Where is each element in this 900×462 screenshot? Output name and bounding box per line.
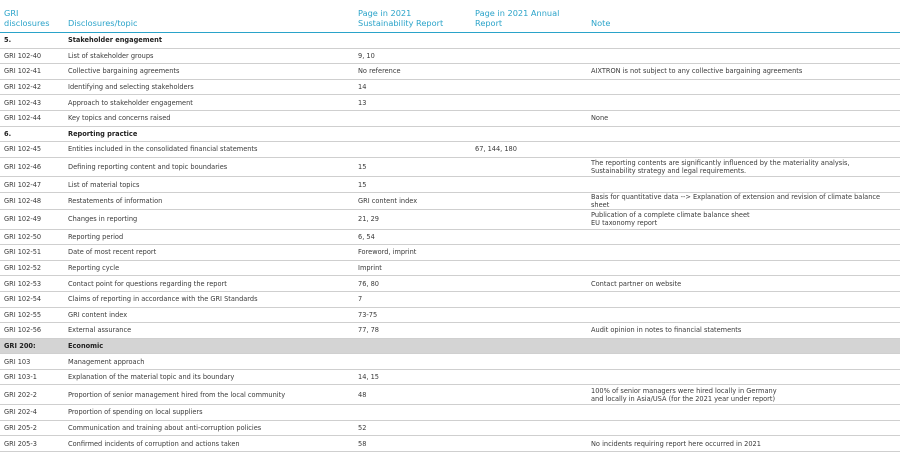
topic-cell: Economic [64, 338, 354, 354]
topic-cell: List of material topics [64, 177, 354, 193]
sustainability-page-cell [354, 126, 471, 142]
table-row [0, 142, 900, 158]
note-cell [587, 338, 900, 354]
table-row [0, 95, 900, 111]
table-row [0, 209, 900, 229]
sustainability-page-cell: 9, 10 [354, 48, 471, 64]
table-row [0, 229, 900, 245]
topic-cell: Stakeholder engagement [64, 33, 354, 49]
gri-code-cell: GRI 205-2 [0, 420, 64, 436]
table-row [0, 354, 900, 370]
table-row [0, 369, 900, 385]
topic-cell: Explanation of the material topic and its boundary [64, 369, 354, 385]
note-cell [587, 48, 900, 64]
topic-cell: Key topics and concerns raised [64, 110, 354, 126]
annual-page-cell [471, 307, 587, 323]
sustainability-page-cell [354, 142, 471, 158]
table-row [0, 157, 900, 177]
note-cell [587, 405, 900, 421]
gri-code-cell: GRI 102-46 [0, 157, 64, 177]
gri-code-cell: GRI 102-43 [0, 95, 64, 111]
gri-code-cell: GRI 202-4 [0, 405, 64, 421]
table-row [0, 177, 900, 193]
table-row [0, 385, 900, 405]
table-row [0, 245, 900, 261]
table-row [0, 307, 900, 323]
gri-code-cell: 6. [0, 126, 64, 142]
note-cell [587, 229, 900, 245]
gri-code-cell: GRI 102-51 [0, 245, 64, 261]
table-row [0, 436, 900, 452]
topic-cell: Restatements of information [64, 192, 354, 209]
note-cell [587, 369, 900, 385]
sustainability-page-cell: 52 [354, 420, 471, 436]
annual-page-cell [471, 405, 587, 421]
sustainability-page-cell: 58 [354, 436, 471, 452]
note-cell [587, 385, 900, 405]
gri-code-cell: GRI 103 [0, 354, 64, 370]
sustainability-page-cell: Imprint [354, 260, 471, 276]
table-row [0, 323, 900, 339]
note-line: Contact partner on website [591, 279, 682, 288]
gri-code-cell: GRI 102-49 [0, 209, 64, 229]
note-cell [587, 33, 900, 49]
gri-code-cell: GRI 102-50 [0, 229, 64, 245]
gri-code-cell: GRI 102-48 [0, 192, 64, 209]
gri-code-cell: GRI 102-54 [0, 291, 64, 307]
gri-code-cell: GRI 102-41 [0, 64, 64, 80]
annual-page-cell [471, 245, 587, 261]
section-row [0, 33, 900, 49]
topic-cell: Claims of reporting in accordance with the GRI Standards [64, 291, 354, 307]
gri-code-cell: GRI 102-47 [0, 177, 64, 193]
sustainability-page-cell [354, 33, 471, 49]
sustainability-page-cell: 7 [354, 291, 471, 307]
sustainability-page-cell: 21, 29 [354, 209, 471, 229]
note-cell [587, 192, 900, 209]
note-cell [587, 209, 900, 229]
topic-cell: Collective bargaining agreements [64, 64, 354, 80]
topic-cell: Confirmed incidents of corruption and actions taken [64, 436, 354, 452]
header-sustainability-report-page: Page in 2021 Sustainability Report [358, 8, 444, 28]
sustainability-page-cell: GRI content index [354, 192, 471, 209]
sustainability-page-cell: 13 [354, 95, 471, 111]
annual-page-cell [471, 229, 587, 245]
sustainability-page-cell: 14, 15 [354, 369, 471, 385]
table-row [0, 79, 900, 95]
annual-page-cell [471, 260, 587, 276]
sustainability-page-cell: 15 [354, 177, 471, 193]
note-line: None [591, 114, 609, 123]
table-row [0, 64, 900, 80]
topic-cell: GRI content index [64, 307, 354, 323]
topic-cell: External assurance [64, 323, 354, 339]
annual-page-cell [471, 192, 587, 209]
section-row [0, 126, 900, 142]
topic-cell: Proportion of spending on local suppliers [64, 405, 354, 421]
sustainability-page-cell: 15 [354, 157, 471, 177]
note-line: and locally in Asia/USA (for the 2021 year under report) [591, 394, 776, 403]
topic-cell: Date of most recent report [64, 245, 354, 261]
gri-code-cell: GRI 102-40 [0, 48, 64, 64]
annual-page-cell [471, 338, 587, 354]
note-line: No incidents requiring report here occurred in 2021 [591, 439, 761, 448]
gri-code-cell: GRI 102-53 [0, 276, 64, 292]
annual-page-cell [471, 369, 587, 385]
note-line: AIXTRON is not subject to any collective bargaining agreements [591, 67, 803, 76]
annual-page-cell [471, 157, 587, 177]
note-cell [587, 323, 900, 339]
note-line: Publication of a complete climate balance sheet [591, 211, 750, 220]
topic-cell: Changes in reporting [64, 209, 354, 229]
gri-code-cell: GRI 102-56 [0, 323, 64, 339]
sustainability-page-cell: 76, 80 [354, 276, 471, 292]
note-line: Audit opinion in notes to financial statements [591, 326, 742, 335]
header-note: Note [591, 18, 611, 28]
topic-cell: Management approach [64, 354, 354, 370]
topic-cell: Proportion of senior management hired from the local community [64, 385, 354, 405]
note-line: The reporting contents are significantly influenced by the materiality analysis, [591, 159, 850, 168]
note-cell [587, 260, 900, 276]
note-cell [587, 291, 900, 307]
table-body [0, 33, 900, 452]
topic-cell: Defining reporting content and topic boundaries [64, 157, 354, 177]
gri-code-cell: GRI 205-3 [0, 436, 64, 452]
topic-cell: Contact point for questions regarding the report [64, 276, 354, 292]
table-row [0, 405, 900, 421]
note-cell [587, 177, 900, 193]
annual-page-cell [471, 110, 587, 126]
annual-page-cell [471, 436, 587, 452]
annual-page-cell [471, 354, 587, 370]
table-row [0, 192, 900, 209]
annual-page-cell [471, 48, 587, 64]
annual-page-cell [471, 177, 587, 193]
gri-code-cell: GRI 102-55 [0, 307, 64, 323]
table-row [0, 110, 900, 126]
note-line: EU taxonomy report [591, 219, 658, 228]
gri-code-cell: GRI 102-45 [0, 142, 64, 158]
sustainability-page-cell: 14 [354, 79, 471, 95]
table-header-row [0, 0, 900, 33]
section-row [0, 338, 900, 354]
annual-page-cell: 67, 144, 180 [471, 142, 587, 158]
sustainability-page-cell: No reference [354, 64, 471, 80]
gri-code-cell: GRI 103-1 [0, 369, 64, 385]
annual-page-cell [471, 126, 587, 142]
header-gri-disclosures: GRI disclosures [4, 8, 50, 28]
gri-code-cell: GRI 102-42 [0, 79, 64, 95]
note-cell [587, 95, 900, 111]
annual-page-cell [471, 323, 587, 339]
topic-cell: Approach to stakeholder engagement [64, 95, 354, 111]
note-cell [587, 436, 900, 452]
gri-code-cell: GRI 200: [0, 338, 64, 354]
annual-page-cell [471, 385, 587, 405]
note-cell [587, 110, 900, 126]
gri-code-cell: GRI 102-52 [0, 260, 64, 276]
gri-code-cell: GRI 202-2 [0, 385, 64, 405]
note-line: 100% of senior managers were hired locally in Germany [591, 386, 777, 395]
note-cell [587, 79, 900, 95]
note-cell [587, 276, 900, 292]
note-cell [587, 142, 900, 158]
table-row [0, 260, 900, 276]
gri-code-cell: GRI 102-44 [0, 110, 64, 126]
annual-page-cell [471, 209, 587, 229]
note-cell [587, 420, 900, 436]
annual-page-cell [471, 79, 587, 95]
sustainability-page-cell: 77, 78 [354, 323, 471, 339]
sustainability-page-cell: 48 [354, 385, 471, 405]
topic-cell: Entities included in the consolidated financial statements [64, 142, 354, 158]
note-line: Sustainability strategy and legal requirements. [591, 167, 747, 176]
topic-cell: Communication and training about anti-corruption policies [64, 420, 354, 436]
header-annual-report-page: Page in 2021 Annual Report [475, 8, 560, 28]
topic-cell: Reporting cycle [64, 260, 354, 276]
topic-cell: Reporting period [64, 229, 354, 245]
sustainability-page-cell: Foreword, imprint [354, 245, 471, 261]
sustainability-page-cell: 73-75 [354, 307, 471, 323]
table-row [0, 48, 900, 64]
table-row [0, 291, 900, 307]
gri-code-cell: 5. [0, 33, 64, 49]
topic-cell: List of stakeholder groups [64, 48, 354, 64]
annual-page-cell [471, 64, 587, 80]
annual-page-cell [471, 276, 587, 292]
table-row [0, 276, 900, 292]
note-cell [587, 307, 900, 323]
annual-page-cell [471, 33, 587, 49]
sustainability-page-cell [354, 110, 471, 126]
annual-page-cell [471, 291, 587, 307]
table-row [0, 420, 900, 436]
annual-page-cell [471, 95, 587, 111]
sustainability-page-cell [354, 338, 471, 354]
sustainability-page-cell [354, 405, 471, 421]
sustainability-page-cell [354, 354, 471, 370]
annual-page-cell [471, 420, 587, 436]
note-line: Basis for quantitative data --> Explanation of extension and revision of climate balance sheet [591, 192, 881, 209]
note-cell [587, 64, 900, 80]
topic-cell: Reporting practice [64, 126, 354, 142]
topic-cell: Identifying and selecting stakeholders [64, 79, 354, 95]
sustainability-page-cell: 6, 54 [354, 229, 471, 245]
note-cell [587, 126, 900, 142]
note-cell [587, 245, 900, 261]
note-cell [587, 354, 900, 370]
note-cell [587, 157, 900, 177]
header-disclosures-topic: Disclosures/topic [68, 18, 138, 28]
